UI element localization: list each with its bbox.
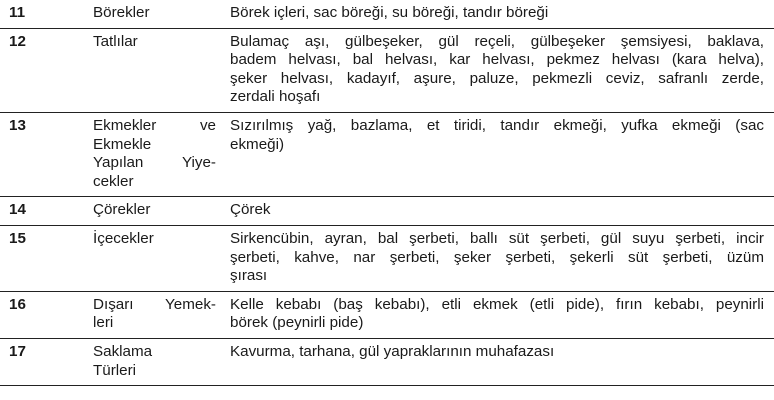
row-category	[93, 0, 222, 28]
category-line: Çörekler	[93, 201, 151, 219]
category-line: Ekmekler ve	[93, 116, 216, 134]
row-number: 16	[0, 291, 93, 338]
category-line: cekler	[93, 172, 134, 190]
category-line: leri	[93, 314, 114, 332]
category-line: Börekler	[93, 4, 150, 21]
items-line: şerbeti, kahve, nar şerbeti, şeker şerbeti, şekerli süt şerbeti, üzüm	[230, 248, 764, 266]
row-number: 14	[0, 197, 93, 226]
category-line: Tatlılar	[93, 32, 138, 50]
row-items	[222, 338, 774, 385]
row-items	[222, 197, 774, 226]
items-line: Bulamaç aşı, gülbeşeker, gül reçeli, gülbeşeker şemsiyesi, baklava,	[230, 32, 764, 50]
row-items	[222, 0, 774, 28]
row-category	[93, 197, 222, 226]
row-category	[93, 338, 222, 385]
items-line: şırası	[230, 267, 268, 285]
row-items	[222, 112, 774, 196]
items-line: Çörek	[230, 201, 271, 219]
table-row	[0, 225, 774, 291]
items-line: badem helvası, bal helvası, kar helvası, pekmez helvası (kara helva),	[230, 51, 764, 69]
row-items	[222, 225, 774, 291]
row-category	[93, 291, 222, 338]
table-row	[0, 28, 774, 112]
row-number: 12	[0, 28, 93, 112]
row-items	[222, 28, 774, 112]
row-number: 15	[0, 225, 93, 291]
table-row	[0, 338, 774, 385]
row-category	[93, 112, 222, 196]
table-row	[0, 291, 774, 338]
items-line: börek (peynirli pide)	[230, 314, 364, 332]
row-number: 13	[0, 112, 93, 196]
items-line: Kavurma, tarhana, gül yapraklarının muhafazası	[230, 342, 555, 360]
row-items	[222, 291, 774, 338]
items-line: şeker helvası, kadayıf, aşure, paluze, pekmezli ceviz, safranlı zerde,	[230, 69, 764, 87]
category-line: İçecekler	[93, 229, 154, 247]
items-line: Kelle kebabı (baş kebabı), etli ekmek (etli pide), fırın kebabı, peynirli	[230, 295, 764, 313]
items-line: zerdali hoşafı	[230, 88, 321, 106]
items-line: Börek içleri, sac böreği, su böreği, tandır böreği	[230, 4, 549, 21]
items-line: Sirkencübin, ayran, bal şerbeti, ballı süt şerbeti, gül suyu şerbeti, incir	[230, 229, 764, 247]
row-category	[93, 28, 222, 112]
category-line: Dışarı Yemek-	[93, 295, 216, 313]
row-number: 11	[0, 0, 93, 28]
row-category	[93, 225, 222, 291]
row-number: 17	[0, 338, 93, 385]
category-line: Türleri	[93, 361, 137, 379]
category-line: Saklama	[93, 342, 153, 360]
items-line: Sızırılmış yağ, bazlama, et tiridi, tandır ekmeği, yufka ekmeği (sac	[230, 116, 764, 134]
table-row	[0, 0, 774, 28]
table-row	[0, 197, 774, 226]
items-line: ekmeği)	[230, 135, 285, 153]
category-line: Ekmekle	[93, 135, 152, 153]
category-line: Yapılan Yiye-	[93, 154, 216, 172]
table-row	[0, 112, 774, 196]
